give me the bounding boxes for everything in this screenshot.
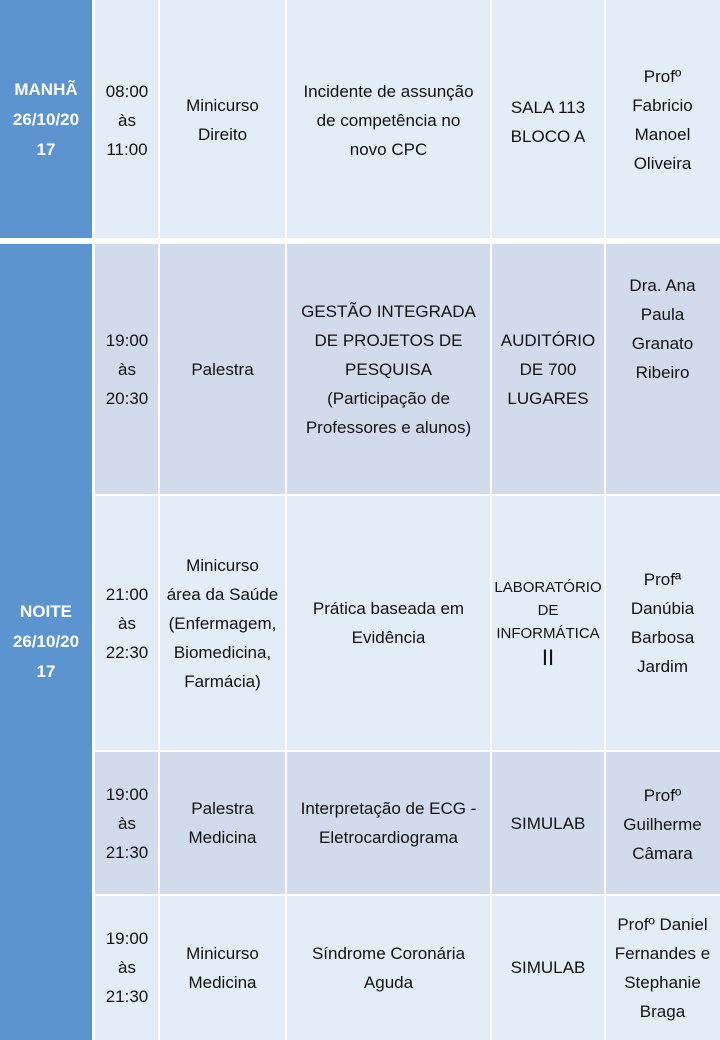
night-row1-location: AUDITÓRIO DE 700 LUGARES [491, 244, 605, 495]
night-row3-type: Palestra Medicina [159, 751, 286, 895]
grid-line [95, 494, 720, 496]
night-row1-time: 19:00 às 20:30 [95, 244, 159, 495]
morning-location: SALA 113 BLOCO A [491, 0, 605, 240]
grid-line [604, 0, 606, 1040]
morning-title: Incidente de assunção de competência no novo CPC [286, 0, 491, 240]
grid-line [95, 750, 720, 752]
grid-line [490, 0, 492, 1040]
night-row2-speaker: Profª Danúbia Barbosa Jardim [605, 495, 720, 751]
night-row2-location [491, 495, 605, 751]
night-row1-type: Palestra [159, 244, 286, 495]
night-row3-speaker: Profº Guilherme Câmara [605, 751, 720, 895]
night-row3-location: SIMULAB [491, 751, 605, 895]
night-row2-type: Minicurso área da Saúde (Enfermagem, Biomedicina, Farmácia) [159, 495, 286, 751]
night-row2-location-suffix: II [541, 644, 555, 670]
grid-line [285, 0, 287, 1040]
grid-line [158, 0, 160, 1040]
night-row1-title: GESTÃO INTEGRADA DE PROJETOS DE PESQUISA (Participação de Professores e alunos) [286, 244, 491, 495]
night-row4-type: Minicurso Medicina [159, 895, 286, 1040]
night-row2-title: Prática baseada em Evidência [286, 495, 491, 751]
night-row3-title: Interpretação de ECG - Eletrocardiograma [286, 751, 491, 895]
night-row4-time: 19:00 às 21:30 [95, 895, 159, 1040]
period-morning: MANHÃ 26/10/20 17 [0, 0, 95, 240]
night-row2-time: 21:00 às 22:30 [95, 495, 159, 751]
morning-speaker: Profº Fabricio Manoel Oliveira [605, 0, 720, 240]
night-row1-speaker: Dra. Ana Paula Granato Ribeiro [605, 244, 720, 495]
night-row4-title: Síndrome Coronária Aguda [286, 895, 491, 1040]
night-row4-location: SIMULAB [491, 895, 605, 1040]
morning-type: Minicurso Direito [159, 0, 286, 240]
grid-line [95, 894, 720, 896]
night-row3-time: 19:00 às 21:30 [95, 751, 159, 895]
night-row4-speaker: Profº Daniel Fernandes e Stephanie Braga [605, 895, 720, 1040]
period-night: NOITE 26/10/20 17 [0, 244, 95, 1040]
morning-time: 08:00 às 11:00 [95, 0, 159, 240]
night-row2-location-text: LABORATÓRIO DE INFORMÁTICA [494, 578, 602, 642]
